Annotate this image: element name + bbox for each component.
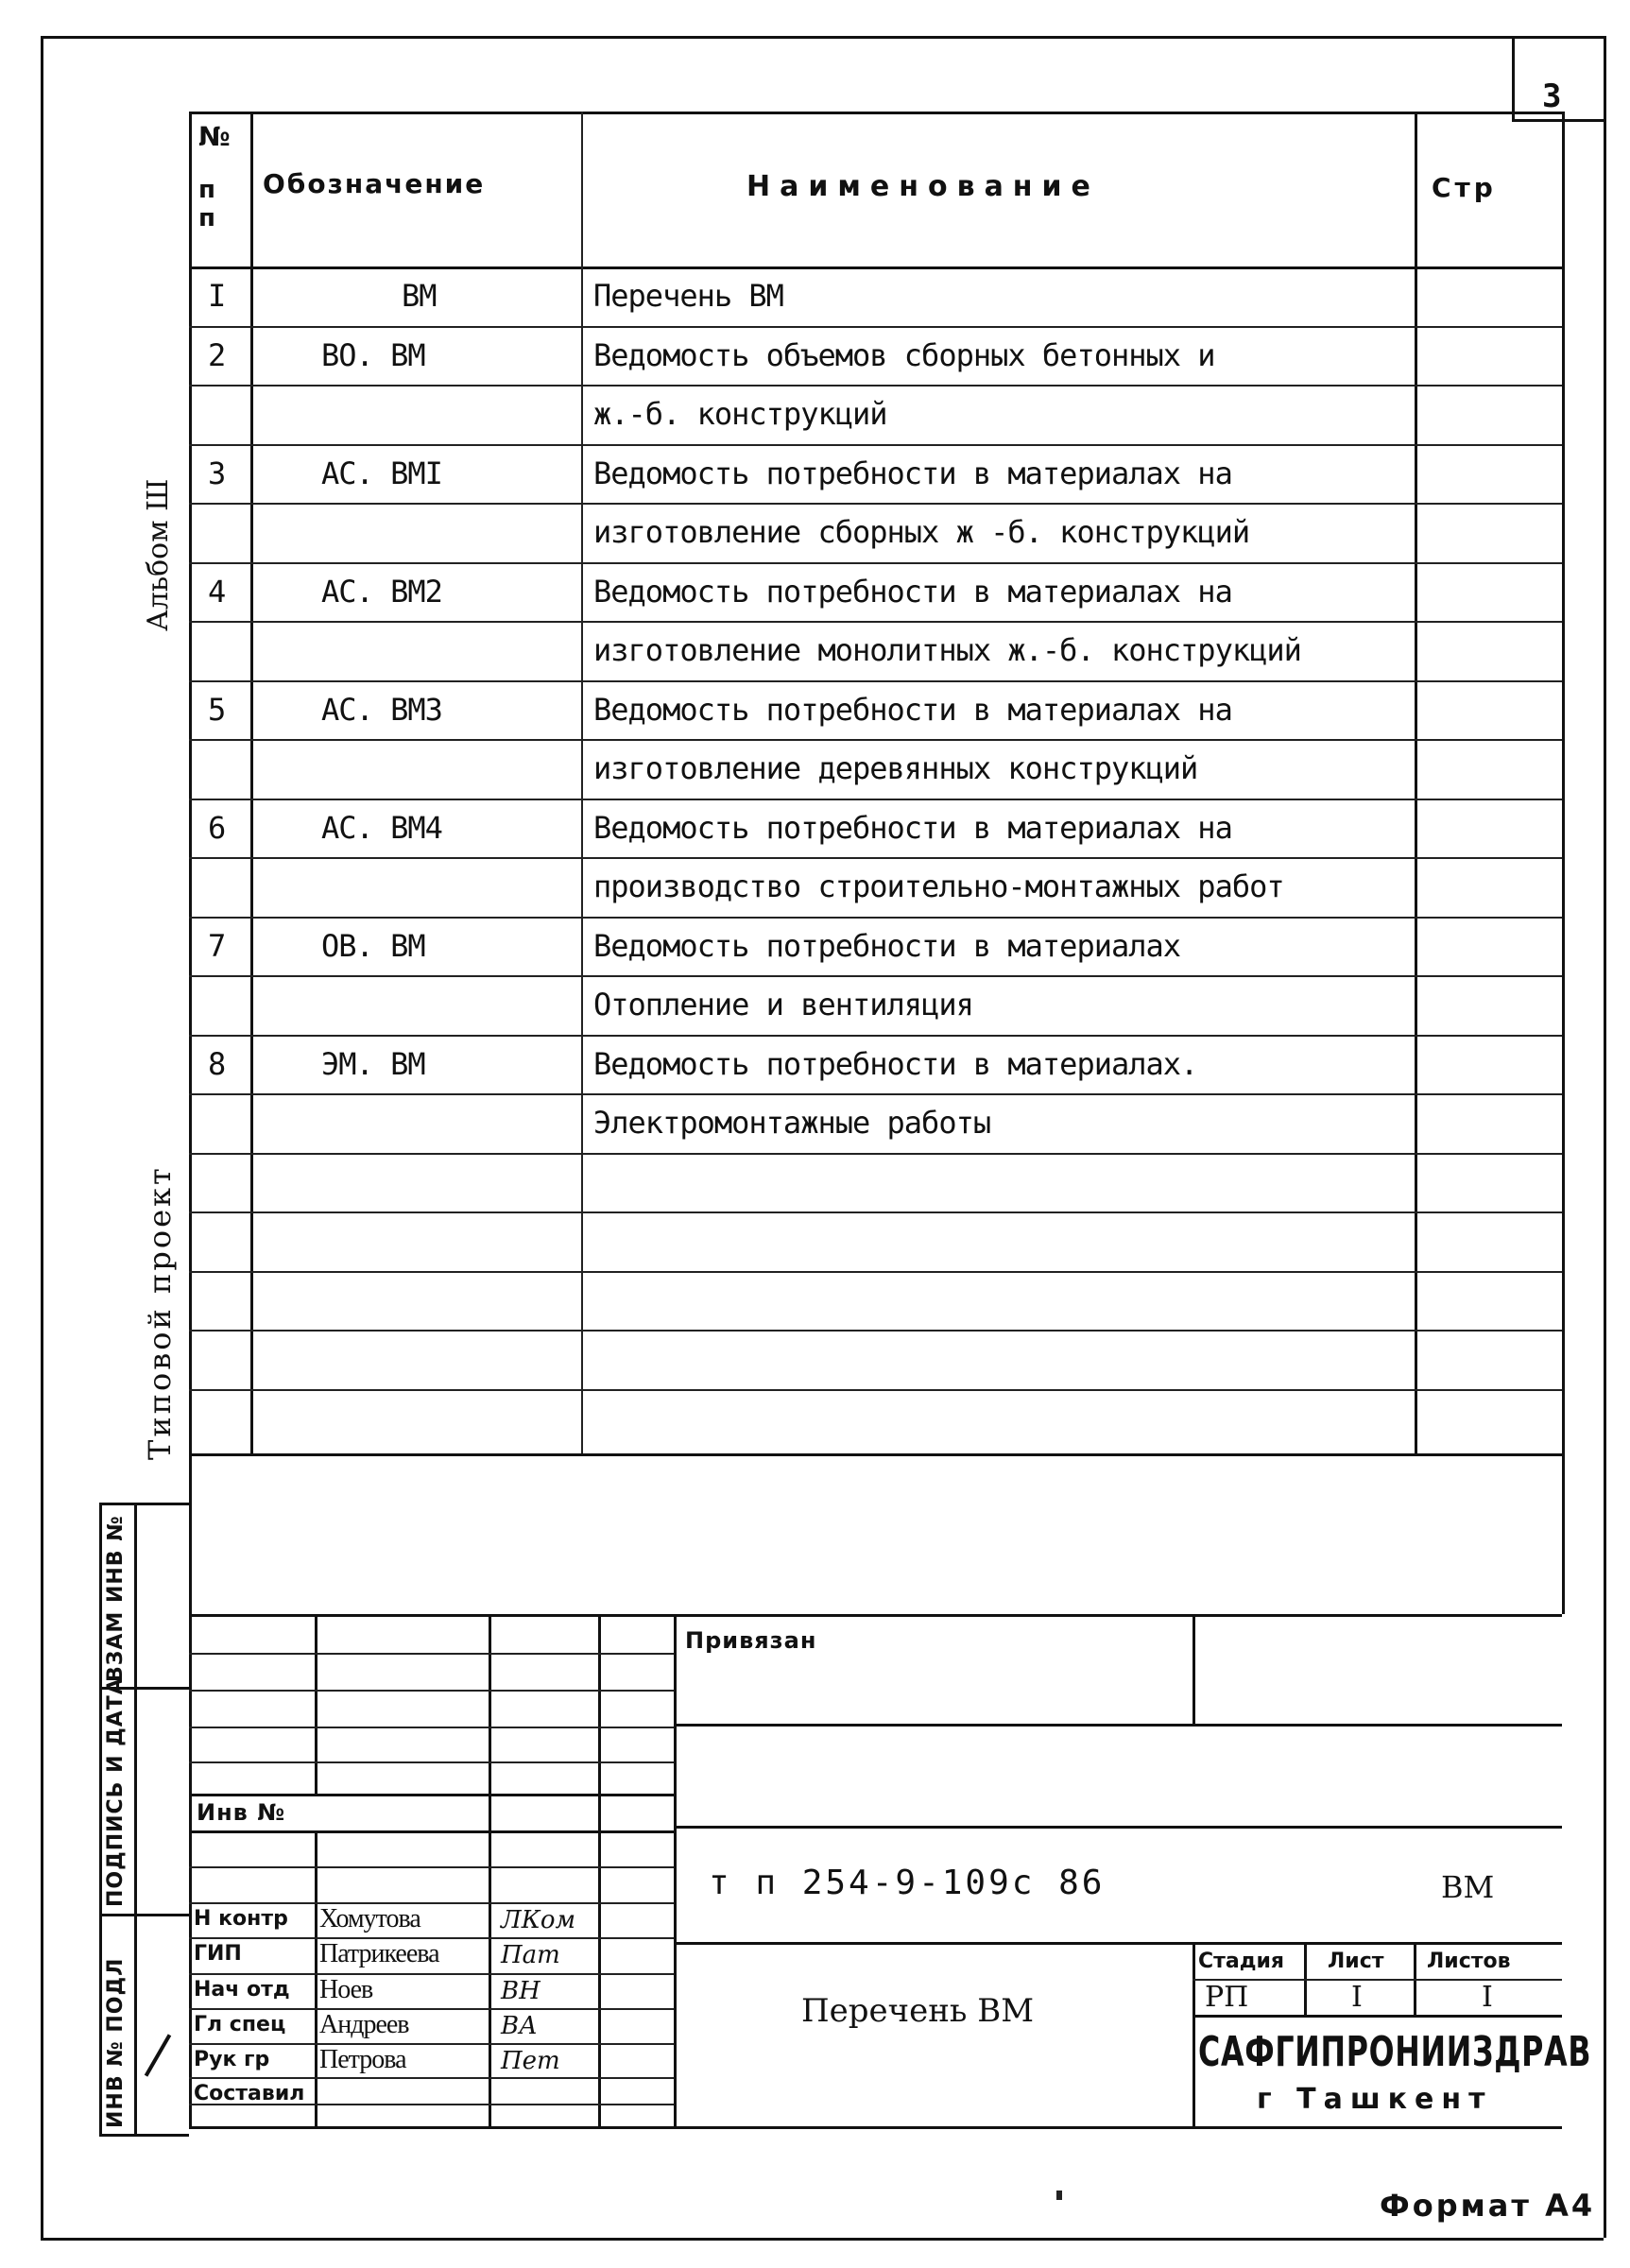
header-num: №	[198, 121, 232, 152]
table-header-bottom	[189, 266, 1562, 269]
titleblock-row-line	[189, 2043, 674, 2045]
table-row-divider	[189, 739, 1562, 741]
row-name: Отопление и вентиляция	[593, 987, 973, 1022]
row-designation: ВМ	[402, 278, 437, 314]
table-row-divider	[189, 975, 1562, 977]
stamp-column-top	[99, 1503, 189, 1505]
stage-header: Стадия	[1198, 1950, 1285, 1973]
row-name: Ведомость объемов сборных бетонных и	[593, 337, 1215, 373]
role-label: Гл спец	[194, 2013, 286, 2036]
titleblock-divider-main	[674, 1614, 677, 2126]
document-title: Перечень ВМ	[801, 1992, 1035, 2030]
titleblock-bottom	[189, 2126, 1562, 2129]
tb-right-row-1	[674, 1724, 1562, 1727]
table-row-divider	[189, 1093, 1562, 1095]
person-name: Петрова	[319, 2045, 406, 2074]
row-designation: ОВ. ВМ	[321, 928, 425, 964]
inv-podl-label: ИНВ № ПОДЛ	[104, 1957, 128, 2128]
signature: ВН	[501, 1977, 540, 2005]
row-designation: ВО. ВМ	[321, 337, 425, 373]
role-label: Нач отд	[194, 1978, 290, 2002]
table-row-divider	[189, 857, 1562, 859]
titleblock-row-line	[189, 1973, 674, 1975]
row-designation: АС. ВМ4	[321, 810, 442, 846]
titleblock-top	[189, 1614, 1562, 1617]
table-row-divider	[189, 503, 1562, 505]
row-name: изготовление сборных ж -б. конструкций	[593, 514, 1250, 550]
role-label: Н контр	[194, 1907, 288, 1931]
tb-col-a-bottom	[315, 1830, 317, 2126]
sheets-value: I	[1482, 1981, 1493, 2014]
header-num-sub: п п	[198, 176, 221, 232]
page-number: 3	[1542, 77, 1562, 115]
table-row-divider	[189, 917, 1562, 919]
row-name: изготовление монолитных ж.-б. конструкций	[593, 632, 1301, 668]
row-name: Ведомость потребности в материалах.	[593, 1046, 1198, 1082]
titleblock-row-line	[189, 1727, 674, 1728]
header-name: Наименование	[746, 170, 1100, 203]
tb-right-row-2	[674, 1826, 1562, 1829]
person-name: Ноев	[319, 1975, 373, 2004]
stamp-column-inner	[134, 1503, 137, 2134]
titleblock-row-line	[189, 1761, 674, 1763]
row-number: 8	[208, 1046, 226, 1082]
stamp-divider-2	[99, 1914, 189, 1916]
table-col-divider-2	[581, 112, 583, 1455]
role-label: Рук гр	[194, 2048, 270, 2071]
table-left-border	[189, 112, 192, 1455]
frame-top-border	[41, 36, 1604, 39]
sheets-header: Листов	[1427, 1950, 1511, 1973]
titleblock-row-line	[189, 1866, 674, 1868]
titleblock-row-line	[189, 1830, 674, 1833]
stamp-column-left	[99, 1503, 102, 2134]
person-name: Патрикеева	[319, 1939, 439, 1968]
row-designation: АС. ВМ2	[321, 574, 442, 610]
row-number: 6	[208, 810, 226, 846]
row-name: ж.-б. конструкций	[593, 396, 887, 432]
row-name: Перечень ВМ	[593, 278, 783, 314]
row-name: Ведомость потребности в материалах на	[593, 574, 1232, 610]
titleblock-row-line	[189, 1653, 674, 1655]
stage-row-2	[1192, 2015, 1562, 2018]
row-name: Ведомость потребности в материалах на	[593, 692, 1232, 728]
table-row-divider	[189, 1211, 1562, 1213]
row-number: 3	[208, 455, 226, 491]
person-name: Хомутова	[319, 1904, 420, 1933]
table-row-divider	[189, 799, 1562, 800]
titleblock-row-line	[189, 2077, 674, 2079]
inv-number-label: Инв №	[197, 1799, 286, 1826]
role-label: Составил	[194, 2082, 305, 2105]
table-row-divider	[189, 444, 1562, 446]
table-row-divider	[189, 1330, 1562, 1332]
table-row-divider	[189, 621, 1562, 623]
row-name: Ведомость потребности в материалах на	[593, 455, 1232, 491]
titleblock-row-line	[189, 2008, 674, 2010]
table-col-divider-1	[250, 112, 253, 1455]
row-name: производство строительно-монтажных работ	[593, 868, 1284, 904]
signature: ВА	[501, 2012, 538, 2040]
page-number-box-bottom	[1512, 119, 1604, 122]
frame-bottom-border	[41, 2238, 1604, 2241]
row-number: 4	[208, 574, 226, 610]
vzam-inv-label: ВЗАМ ИНВ №	[104, 1515, 128, 1682]
table-row-divider	[189, 680, 1562, 682]
table-top-border	[189, 112, 1562, 114]
signature: ЛКом	[501, 1906, 576, 1934]
table-row-divider	[189, 1271, 1562, 1273]
row-number: 2	[208, 337, 226, 373]
titleblock-row-line	[189, 1794, 674, 1796]
scan-speck	[1056, 2191, 1062, 2200]
row-name: Ведомость потребности в материалах	[593, 928, 1181, 964]
privyazan-label: Привязан	[685, 1627, 817, 1654]
frame-left-border	[41, 36, 43, 2238]
page-number-box-divider	[1512, 38, 1515, 121]
table-row-divider	[189, 1035, 1562, 1037]
row-number: 5	[208, 692, 226, 728]
row-name: изготовление деревянных конструкций	[593, 750, 1198, 786]
table-right-border	[1562, 112, 1565, 1614]
privyazan-divider	[1192, 1614, 1195, 1724]
signature-date-label: ПОДПИСЬ И ДАТА	[104, 1677, 128, 1907]
table-row-divider	[189, 385, 1562, 387]
sheet-header: Лист	[1328, 1950, 1384, 1973]
table-col-divider-3	[1415, 112, 1417, 1455]
stage-value: РП	[1205, 1981, 1249, 2014]
signature: Пет	[501, 2047, 560, 2075]
document-mark: ВМ	[1441, 1869, 1495, 1905]
signature: Пат	[501, 1941, 560, 1969]
stage-block-left	[1192, 1942, 1195, 2126]
table-row-divider	[189, 1389, 1562, 1391]
row-designation: ЭМ. ВМ	[321, 1046, 425, 1082]
stamp-column-bottom	[99, 2134, 189, 2137]
format-label: Формат А4	[1380, 2188, 1596, 2224]
document-code: т п 254-9-109с 86	[709, 1864, 1106, 1902]
sheet-value: I	[1351, 1981, 1363, 2014]
row-name: Ведомость потребности в материалах на	[593, 810, 1232, 846]
row-number: I	[208, 278, 226, 314]
person-name: Андреев	[319, 2010, 409, 2039]
tb-right-row-3	[674, 1942, 1562, 1945]
table-bottom-border	[189, 1453, 1562, 1456]
header-designation: Обозначение	[263, 168, 486, 199]
row-designation: АС. ВМ3	[321, 692, 442, 728]
table-row-divider	[189, 562, 1562, 564]
role-label: ГИП	[194, 1942, 242, 1966]
row-name: Электромонтажные работы	[593, 1105, 991, 1141]
titleblock-left	[189, 1453, 192, 2126]
titleblock-row-line	[189, 1690, 674, 1692]
tb-col-a-top	[315, 1614, 317, 1794]
table-row-divider	[189, 1153, 1562, 1155]
pen-mark	[145, 2034, 171, 2076]
row-designation: АС. ВМI	[321, 455, 442, 491]
album-label: Альбом Ш	[142, 478, 175, 631]
row-number: 7	[208, 928, 226, 964]
frame-right-border	[1604, 36, 1606, 2238]
titleblock-row-line	[189, 1902, 674, 1904]
organization-name: САФГИПРОНИИЗДРАВ	[1198, 2028, 1592, 2076]
typical-project-label: Типовой проект	[142, 1165, 178, 1460]
table-row-divider	[189, 326, 1562, 328]
header-page: Стр	[1432, 172, 1497, 203]
organization-city: г Ташкент	[1257, 2083, 1493, 2116]
